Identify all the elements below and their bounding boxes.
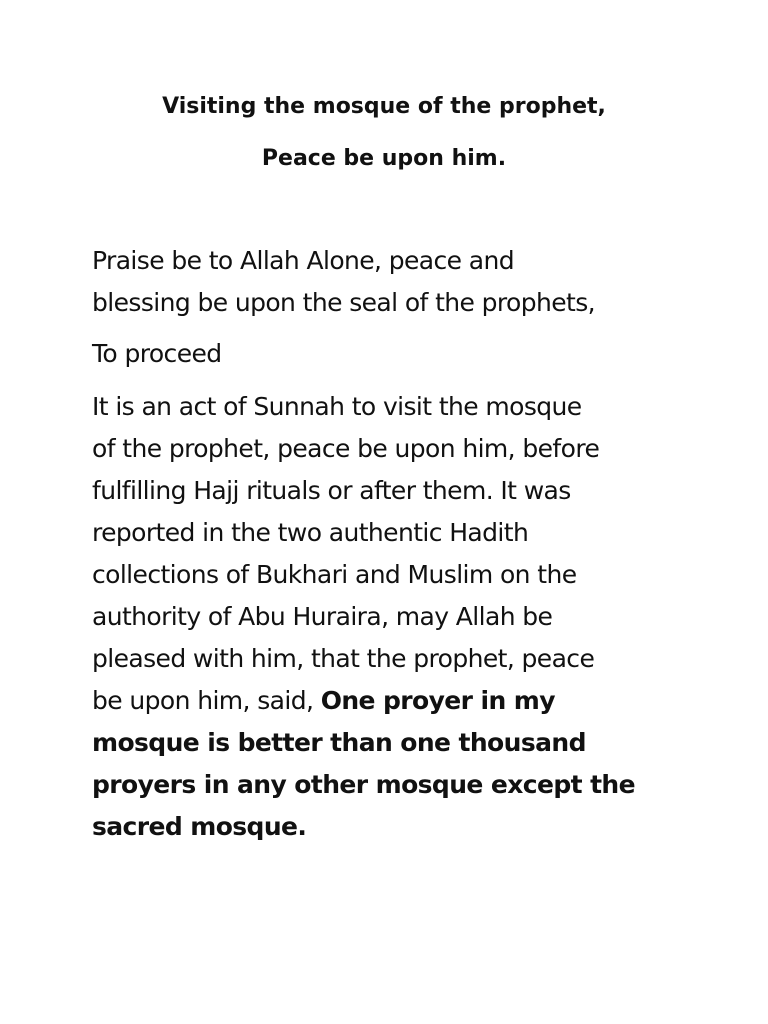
hadith-quote-line: sacred mosque. (92, 812, 307, 841)
text-line: reported in the two authentic Hadith (92, 518, 529, 547)
text-line: fulfilling Hajj rituals or after them. It was (92, 476, 571, 505)
text-line-mixed (92, 680, 692, 722)
hadith-quote-start: One proyer in my (320, 686, 555, 715)
text-line: collections of Bukhari and Muslim on the (92, 560, 577, 589)
paragraph-to-proceed (92, 333, 692, 375)
text-line: blessing be upon the seal of the prophets, (92, 288, 596, 317)
paragraph-praise (92, 240, 692, 324)
document-title-line-2: Peace be upon him. (261, 146, 507, 171)
hadith-quote-line: proyers in any other mosque except the (92, 770, 635, 799)
text-line: pleased with him, that the prophet, peace (92, 644, 595, 673)
text-line: of the prophet, peace be upon him, before (92, 434, 600, 463)
text-line: authority of Abu Huraira, may Allah be (92, 602, 553, 631)
text-line: To proceed (92, 339, 222, 368)
text-run-regular: be upon him, said, (92, 686, 321, 715)
paragraph-sunnah (92, 386, 692, 848)
text-line: It is an act of Sunnah to visit the mosque (92, 392, 582, 421)
hadith-quote-line: mosque is better than one thousand (92, 728, 586, 757)
text-line: Praise be to Allah Alone, peace and (92, 246, 515, 275)
document-title-line-1: Visiting the mosque of the prophet, (162, 94, 606, 119)
